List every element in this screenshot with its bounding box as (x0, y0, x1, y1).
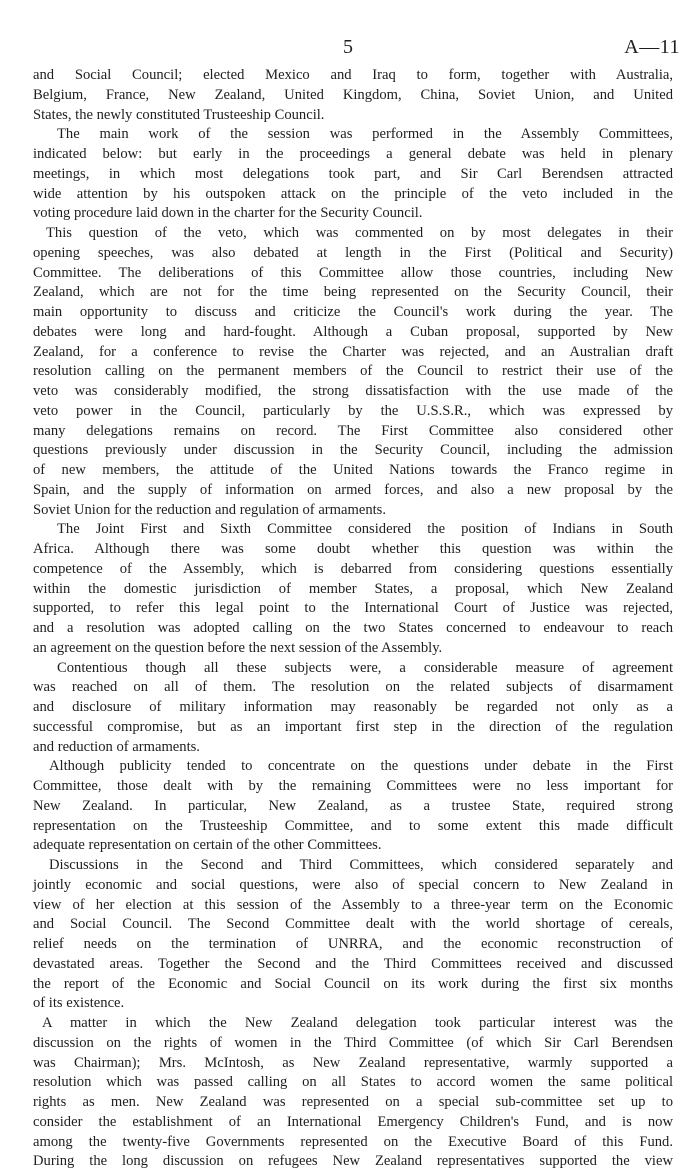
text-line: veto power in the Council, particularly by the U.S.S.R., which was expressed by (33, 402, 673, 419)
page-number: 5 (343, 36, 353, 58)
text-line: A matter in which the New Zealand delegation took particular interest was the (42, 1015, 673, 1031)
text-line: relief needs on the termination of UNRRA, and the economic reconstruction of (33, 936, 673, 952)
text-line: Committee. The deliberations of this Committee allow those countries, including New (33, 264, 673, 281)
text-line: resolution calling on the permanent members of the Council to restrict their use of the (33, 363, 673, 380)
text-line: Discussions in the Second and Third Committees, which considered separately and (49, 857, 673, 873)
text-line: and a resolution was adopted calling on the two States concerned to endeavour to reach (33, 620, 673, 636)
text-line: Belgium, France, New Zealand, United Kingdom, China, Soviet Union, and United (33, 86, 673, 103)
text-line: discussion on the rights of women in the Third Committee (of which Sir Carl Berendsen (33, 1034, 673, 1051)
text-line: was reached on all of them. The resolution on the related subjects of disarmament (33, 679, 673, 696)
text-line: Committee, those dealt with by the remaining Committees were no less important for (33, 778, 673, 794)
text-line: and Social Council; elected Mexico and Iraq to form, together with Australia, (33, 67, 673, 83)
text-line: jointly economic and social questions, were also of special concern to New Zealand in (33, 876, 673, 893)
text-line: Zealand, for a conference to revise the Charter was rejected, and an Australian draft (33, 343, 673, 360)
text-line: indicated below: but early in the proceedings a general debate was held in plenary (33, 146, 673, 162)
text-line: consider the establishment of an International Emergency Children's Fund, and is now (33, 1113, 673, 1130)
text-line: supported, to refer this legal point to the International Court of Justice was rejected, (33, 600, 673, 617)
text-line: wide attention by his outspoken attack on the principle of the veto included in the (33, 185, 673, 202)
text-line: The main work of the session was performed in the Assembly Committees, (57, 126, 673, 143)
text-line: debates were long and hard-fought. Although a Cuban proposal, supported by New (33, 323, 673, 340)
text-line: New Zealand. In particular, New Zealand, as a trustee State, required strong (33, 797, 673, 814)
text-line: resolution which was passed calling on all States to accord women the same political (33, 1074, 673, 1091)
text-line: devastated areas. Together the Second and the Third Committees received and discussed (33, 955, 673, 972)
text-line: voting procedure laid down in the charter for the Security Council. (33, 205, 423, 222)
text-line: Zealand, which are not for the time being represented on the Security Council, their (33, 284, 673, 301)
text-line: of its existence. (33, 995, 125, 1012)
text-line: of new members, the attitude of the United Nations towards the Franco regime in (33, 462, 673, 478)
text-line: main opportunity to discuss and criticize the Council's work during the year. The (33, 304, 673, 320)
text-line: This question of the veto, which was commented on by most delegates in their (46, 225, 673, 241)
page-header (0, 36, 700, 60)
text-line: opening speeches, was also debated at length in the First (Political and Security) (33, 244, 673, 261)
text-line: Although publicity tended to concentrate on the questions under debate in the First (49, 758, 673, 775)
text-line: competence of the Assembly, which is debarred from considering questions essentially (33, 560, 673, 577)
text-line: Spain, and the supply of information on armed forces, and also a new proposal by the (33, 481, 673, 498)
text-line: veto was considerably modified, the strong dissatisfaction with the use made of the (33, 383, 673, 399)
report-code: A—11 (624, 36, 680, 58)
text-line: Contentious though all these subjects were, a considerable measure of agreement (57, 659, 673, 676)
text-line: within the domestic jurisdiction of member States, a proposal, which New Zealand (33, 580, 673, 597)
text-line: Soviet Union for the reduction and regulation of armaments. (33, 501, 386, 518)
text-line: many delegations remains on record. The First Committee also considered other (33, 422, 673, 439)
text-line: representation on the Trusteeship Committee, and to some extent this made difficult (33, 817, 673, 834)
text-line: questions previously under discussion in the Security Council, including the admission (33, 442, 673, 459)
text-line: adequate representation on certain of the other Committees. (33, 837, 382, 854)
text-line: During the long discussion on refugees New Zealand representatives supported the view (33, 1153, 673, 1170)
text-line: The Joint First and Sixth Committee considered the position of Indians in South (57, 521, 673, 538)
text-line: and disclosure of military information may reasonably be regarded not only as a (33, 699, 673, 715)
body-text (33, 66, 673, 1172)
text-line: among the twenty-five Governments represented on the Executive Board of this Fund. (33, 1133, 673, 1150)
text-line: view of her election at this session of the Assembly to a three-year term on the Economic (33, 896, 673, 913)
text-line: the report of the Economic and Social Council on its work during the first six months (33, 975, 673, 992)
text-line: Africa. Although there was some doubt whether this question was within the (33, 541, 673, 557)
text-line: and Social Council. The Second Committee dealt with the world shortage of cereals, (33, 916, 673, 933)
text-line: successful compromise, but as an important first step in the direction of the regulation (33, 718, 673, 735)
text-line: an agreement on the question before the next session of the Assembly. (33, 639, 443, 656)
text-line: was Chairman); Mrs. McIntosh, as New Zealand representative, warmly supported a (33, 1054, 673, 1071)
text-line: rights as men. New Zealand was represented on a special sub-committee set up to (33, 1094, 673, 1110)
text-line: States, the newly constituted Trusteeship Council. (33, 106, 325, 123)
text-line: and reduction of armaments. (33, 738, 200, 755)
text-line: meetings, in which most delegations took part, and Sir Carl Berendsen attracted (33, 165, 673, 182)
